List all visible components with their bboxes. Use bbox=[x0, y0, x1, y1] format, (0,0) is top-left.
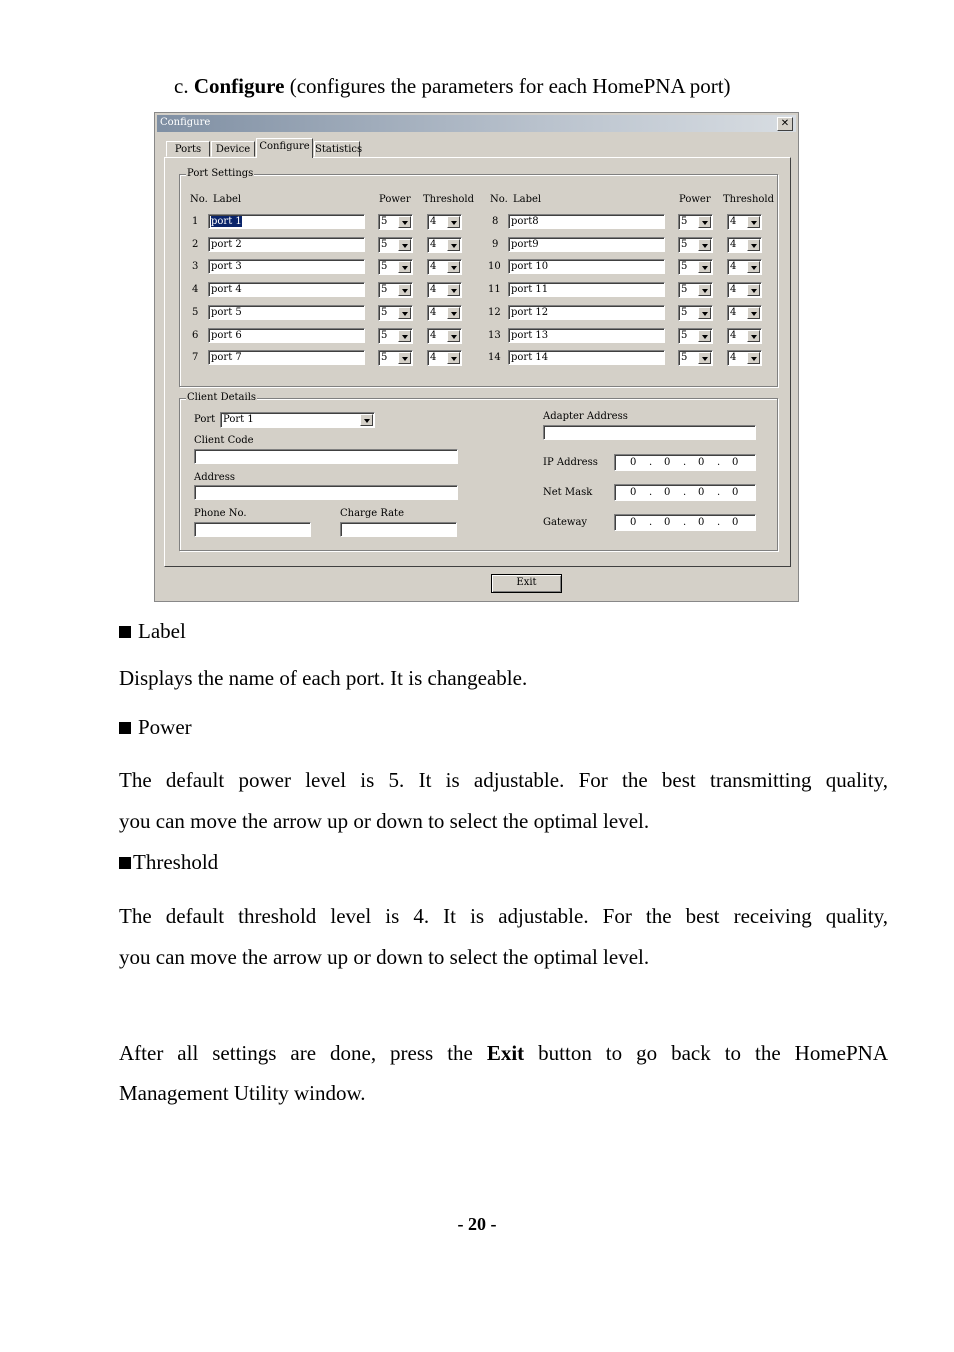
port-threshold-select[interactable] bbox=[427, 282, 462, 298]
port-threshold-select[interactable] bbox=[727, 350, 762, 366]
port-label-field[interactable] bbox=[208, 305, 365, 320]
port-threshold-select[interactable] bbox=[427, 350, 462, 366]
chevron-down-icon[interactable] bbox=[398, 284, 411, 296]
port-power-select[interactable] bbox=[678, 328, 713, 344]
port-power-value: 5 bbox=[681, 329, 688, 341]
port-label-value: port 14 bbox=[511, 352, 549, 364]
closing-paragraph: After all settings are done, press the Exit button to go back to the HomePNA Management Utility window. bbox=[119, 1041, 888, 1105]
square-bullet-icon bbox=[119, 626, 131, 638]
port-number: 1 bbox=[192, 216, 199, 227]
port-power-select[interactable] bbox=[378, 328, 413, 344]
port-label-value: port8 bbox=[511, 216, 539, 227]
figure-caption: c. Configure (configures the parameters for each HomePNA port) bbox=[174, 74, 731, 98]
port-power-select[interactable] bbox=[378, 259, 413, 275]
chevron-down-icon[interactable] bbox=[747, 352, 760, 364]
port-label-field[interactable] bbox=[208, 282, 365, 297]
header-threshold: Threshold bbox=[723, 194, 775, 205]
chevron-down-icon[interactable] bbox=[398, 330, 411, 342]
header-label: Label bbox=[513, 194, 542, 205]
client-code-field[interactable] bbox=[194, 449, 458, 464]
port-threshold-value: 4 bbox=[430, 329, 437, 341]
mask-octet: 0 bbox=[664, 487, 671, 498]
port-label-field[interactable] bbox=[508, 328, 665, 343]
port-number: 2 bbox=[192, 238, 199, 250]
port-settings-group bbox=[179, 168, 778, 387]
port-power-value: 5 bbox=[681, 352, 688, 364]
port-threshold-value: 4 bbox=[430, 238, 437, 250]
port-label-field[interactable] bbox=[208, 214, 365, 229]
gateway-octet: 0 bbox=[698, 517, 705, 528]
chevron-down-icon[interactable] bbox=[698, 352, 711, 364]
power-description: The default power level is 5. It is adjustable. For the best transmitting quality, you can move the arrow up or down to select the optimal level. bbox=[119, 768, 888, 833]
port-label-value: port 4 bbox=[211, 284, 242, 296]
tab-statistics[interactable]: Statistics bbox=[314, 141, 360, 157]
ip-octet: 0 bbox=[630, 457, 637, 468]
chevron-down-icon[interactable] bbox=[398, 307, 411, 319]
port-settings-legend: Port Settings bbox=[187, 168, 254, 179]
port-threshold-select[interactable] bbox=[427, 328, 462, 344]
port-number: 5 bbox=[192, 306, 199, 318]
port-threshold-value: 4 bbox=[730, 216, 737, 227]
exit-button[interactable]: Exit bbox=[491, 574, 562, 593]
ip-octet: 0 bbox=[732, 457, 739, 468]
tab-ports[interactable]: Ports bbox=[166, 141, 210, 157]
port-threshold-select[interactable] bbox=[727, 282, 762, 298]
ip-octet: 0 bbox=[664, 457, 671, 468]
address-field[interactable] bbox=[194, 485, 458, 500]
chevron-down-icon[interactable] bbox=[698, 216, 711, 228]
chevron-down-icon[interactable] bbox=[447, 239, 460, 251]
port-label-value: port 1 bbox=[211, 216, 242, 227]
port-label-field[interactable] bbox=[208, 237, 365, 252]
port-power-value: 5 bbox=[681, 216, 688, 227]
adapter-address-field[interactable] bbox=[543, 425, 756, 440]
port-threshold-value: 4 bbox=[430, 306, 437, 318]
client-details-legend: Client Details bbox=[187, 392, 257, 403]
port-power-select[interactable] bbox=[378, 282, 413, 298]
port-power-select[interactable] bbox=[678, 237, 713, 253]
header-no: No. bbox=[190, 194, 208, 205]
chevron-down-icon[interactable] bbox=[398, 352, 411, 364]
phone-label: Phone No. bbox=[194, 508, 247, 519]
client-details-group bbox=[179, 392, 778, 551]
port-number: 7 bbox=[192, 352, 199, 364]
port-power-value: 5 bbox=[381, 216, 388, 227]
gateway-label: Gateway bbox=[543, 517, 588, 528]
octet-dot: . bbox=[649, 487, 653, 498]
chevron-down-icon[interactable] bbox=[360, 414, 373, 426]
port-select-value: Port 1 bbox=[223, 414, 254, 425]
port-threshold-select[interactable] bbox=[427, 259, 462, 275]
port-threshold-select[interactable] bbox=[727, 214, 762, 230]
header-label: Label bbox=[213, 194, 242, 205]
port-threshold-value: 4 bbox=[430, 284, 437, 296]
port-number: 12 bbox=[488, 306, 501, 318]
port-power-select[interactable] bbox=[378, 305, 413, 321]
port-threshold-select[interactable] bbox=[727, 305, 762, 321]
port-label-value: port 10 bbox=[511, 261, 549, 273]
square-bullet-icon bbox=[119, 722, 131, 734]
tab-configure[interactable]: Configure bbox=[256, 138, 313, 158]
octet-dot: . bbox=[649, 457, 653, 468]
port-number: 10 bbox=[488, 261, 501, 273]
net-mask-field[interactable] bbox=[614, 484, 756, 501]
octet-dot: . bbox=[717, 487, 721, 498]
header-no: No. bbox=[490, 194, 508, 205]
gateway-octet: 0 bbox=[630, 517, 637, 528]
chevron-down-icon[interactable] bbox=[447, 261, 460, 273]
port-label-field[interactable] bbox=[508, 282, 665, 297]
octet-dot: . bbox=[683, 457, 687, 468]
port-label-value: port 12 bbox=[511, 306, 549, 318]
page-number: - 20 - bbox=[457, 1214, 497, 1234]
port-threshold-select[interactable] bbox=[727, 259, 762, 275]
port-label-field[interactable] bbox=[208, 328, 365, 343]
port-power-select[interactable] bbox=[678, 214, 713, 230]
port-power-value: 5 bbox=[681, 284, 688, 296]
port-number: 13 bbox=[488, 329, 501, 341]
chevron-down-icon[interactable] bbox=[447, 330, 460, 342]
port-label-field[interactable] bbox=[208, 259, 365, 274]
chevron-down-icon[interactable] bbox=[447, 352, 460, 364]
threshold-description: The default threshold level is 4. It is adjustable. For the best receiving quality, you can move the arrow up or down to select the optimal level. bbox=[119, 904, 888, 969]
port-threshold-value: 4 bbox=[730, 306, 737, 318]
octet-dot: . bbox=[717, 457, 721, 468]
chevron-down-icon[interactable] bbox=[398, 239, 411, 251]
label-description: Displays the name of each port. It is changeable. bbox=[119, 666, 528, 690]
ip-address-field[interactable] bbox=[614, 454, 756, 471]
octet-dot: . bbox=[683, 517, 687, 528]
port-number: 8 bbox=[492, 216, 499, 227]
section-heading-threshold: Threshold bbox=[119, 848, 218, 876]
chevron-down-icon[interactable] bbox=[698, 307, 711, 319]
port-power-value: 5 bbox=[381, 238, 388, 250]
chevron-down-icon[interactable] bbox=[447, 284, 460, 296]
port-power-select[interactable] bbox=[678, 282, 713, 298]
port-threshold-select[interactable] bbox=[727, 328, 762, 344]
port-number: 4 bbox=[192, 284, 199, 296]
port-power-value: 5 bbox=[681, 238, 688, 250]
section-heading-power: Power bbox=[119, 713, 192, 741]
port-threshold-select[interactable] bbox=[427, 237, 462, 253]
configure-dialog bbox=[154, 112, 799, 602]
port-threshold-value: 4 bbox=[730, 329, 737, 341]
port-number: 9 bbox=[492, 238, 499, 250]
port-label-field[interactable] bbox=[508, 237, 665, 252]
charge-rate-label: Charge Rate bbox=[340, 508, 404, 519]
port-label-field[interactable] bbox=[208, 350, 365, 365]
port-threshold-value: 4 bbox=[430, 352, 437, 364]
port-threshold-value: 4 bbox=[730, 261, 737, 273]
chevron-down-icon[interactable] bbox=[447, 216, 460, 228]
port-number: 3 bbox=[192, 261, 199, 273]
chevron-down-icon[interactable] bbox=[747, 216, 760, 228]
header-threshold: Threshold bbox=[423, 194, 475, 205]
port-label-value: port 11 bbox=[511, 284, 549, 296]
square-bullet-icon bbox=[119, 857, 131, 869]
port-threshold-value: 4 bbox=[730, 238, 737, 250]
port-power-value: 5 bbox=[681, 306, 688, 318]
chevron-down-icon[interactable] bbox=[698, 330, 711, 342]
port-power-value: 5 bbox=[381, 352, 388, 364]
octet-dot: . bbox=[649, 517, 653, 528]
chevron-down-icon[interactable] bbox=[698, 261, 711, 273]
port-power-value: 5 bbox=[381, 261, 388, 273]
port-threshold-value: 4 bbox=[730, 284, 737, 296]
chevron-down-icon[interactable] bbox=[747, 330, 760, 342]
chevron-down-icon[interactable] bbox=[747, 239, 760, 251]
octet-dot: . bbox=[717, 517, 721, 528]
port-label-value: port 7 bbox=[211, 352, 242, 364]
close-icon[interactable]: ✕ bbox=[777, 117, 793, 131]
port-label-value: port 13 bbox=[511, 329, 549, 341]
port-threshold-value: 4 bbox=[430, 216, 437, 227]
chevron-down-icon[interactable] bbox=[398, 261, 411, 273]
dialog-title: Configure bbox=[160, 117, 211, 128]
port-label-field[interactable] bbox=[508, 259, 665, 274]
port-label-value: port 2 bbox=[211, 238, 242, 250]
ip-address-label: IP Address bbox=[543, 457, 598, 468]
port-power-value: 5 bbox=[381, 284, 388, 296]
port-power-value: 5 bbox=[681, 261, 688, 273]
chevron-down-icon[interactable] bbox=[447, 307, 460, 319]
port-label-value: port 3 bbox=[211, 261, 242, 273]
port-power-value: 5 bbox=[381, 329, 388, 341]
port-number: 14 bbox=[488, 352, 501, 364]
chevron-down-icon[interactable] bbox=[747, 261, 760, 273]
port-select[interactable] bbox=[220, 412, 375, 428]
mask-octet: 0 bbox=[732, 487, 739, 498]
port-label-field[interactable] bbox=[508, 350, 665, 365]
port-threshold-select[interactable] bbox=[427, 305, 462, 321]
ip-octet: 0 bbox=[698, 457, 705, 468]
octet-dot: . bbox=[683, 487, 687, 498]
chevron-down-icon[interactable] bbox=[747, 284, 760, 296]
port-power-value: 5 bbox=[381, 306, 388, 318]
section-heading-label: Label bbox=[119, 617, 186, 645]
port-select-label: Port bbox=[194, 414, 216, 425]
port-power-select[interactable] bbox=[678, 259, 713, 275]
configure-tab-panel bbox=[164, 157, 791, 567]
port-label-value: port9 bbox=[511, 238, 539, 250]
port-label-value: port 5 bbox=[211, 306, 242, 318]
address-label: Address bbox=[194, 472, 235, 483]
phone-field[interactable] bbox=[194, 522, 311, 537]
net-mask-label: Net Mask bbox=[543, 487, 593, 498]
chevron-down-icon[interactable] bbox=[398, 216, 411, 228]
port-threshold-select[interactable] bbox=[427, 214, 462, 230]
gateway-octet: 0 bbox=[732, 517, 739, 528]
port-number: 6 bbox=[192, 329, 199, 341]
chevron-down-icon[interactable] bbox=[698, 284, 711, 296]
port-threshold-select[interactable] bbox=[727, 237, 762, 253]
port-label-field[interactable] bbox=[508, 305, 665, 320]
dialog-titlebar bbox=[157, 115, 796, 132]
port-power-select[interactable] bbox=[678, 350, 713, 366]
chevron-down-icon[interactable] bbox=[747, 307, 760, 319]
gateway-octet: 0 bbox=[664, 517, 671, 528]
port-power-select[interactable] bbox=[378, 350, 413, 366]
adapter-address-label: Adapter Address bbox=[543, 411, 628, 422]
header-power: Power bbox=[679, 194, 711, 205]
gateway-field[interactable] bbox=[614, 514, 756, 531]
client-code-label: Client Code bbox=[194, 435, 254, 446]
port-power-select[interactable] bbox=[678, 305, 713, 321]
charge-rate-field[interactable] bbox=[340, 522, 457, 537]
mask-octet: 0 bbox=[630, 487, 637, 498]
port-label-field[interactable] bbox=[508, 214, 665, 229]
tab-device[interactable]: Device bbox=[211, 141, 255, 157]
port-threshold-value: 4 bbox=[730, 352, 737, 364]
port-power-select[interactable] bbox=[378, 237, 413, 253]
port-power-select[interactable] bbox=[378, 214, 413, 230]
chevron-down-icon[interactable] bbox=[698, 239, 711, 251]
mask-octet: 0 bbox=[698, 487, 705, 498]
port-label-value: port 6 bbox=[211, 329, 242, 341]
port-number: 11 bbox=[488, 284, 501, 296]
header-power: Power bbox=[379, 194, 411, 205]
port-threshold-value: 4 bbox=[430, 261, 437, 273]
